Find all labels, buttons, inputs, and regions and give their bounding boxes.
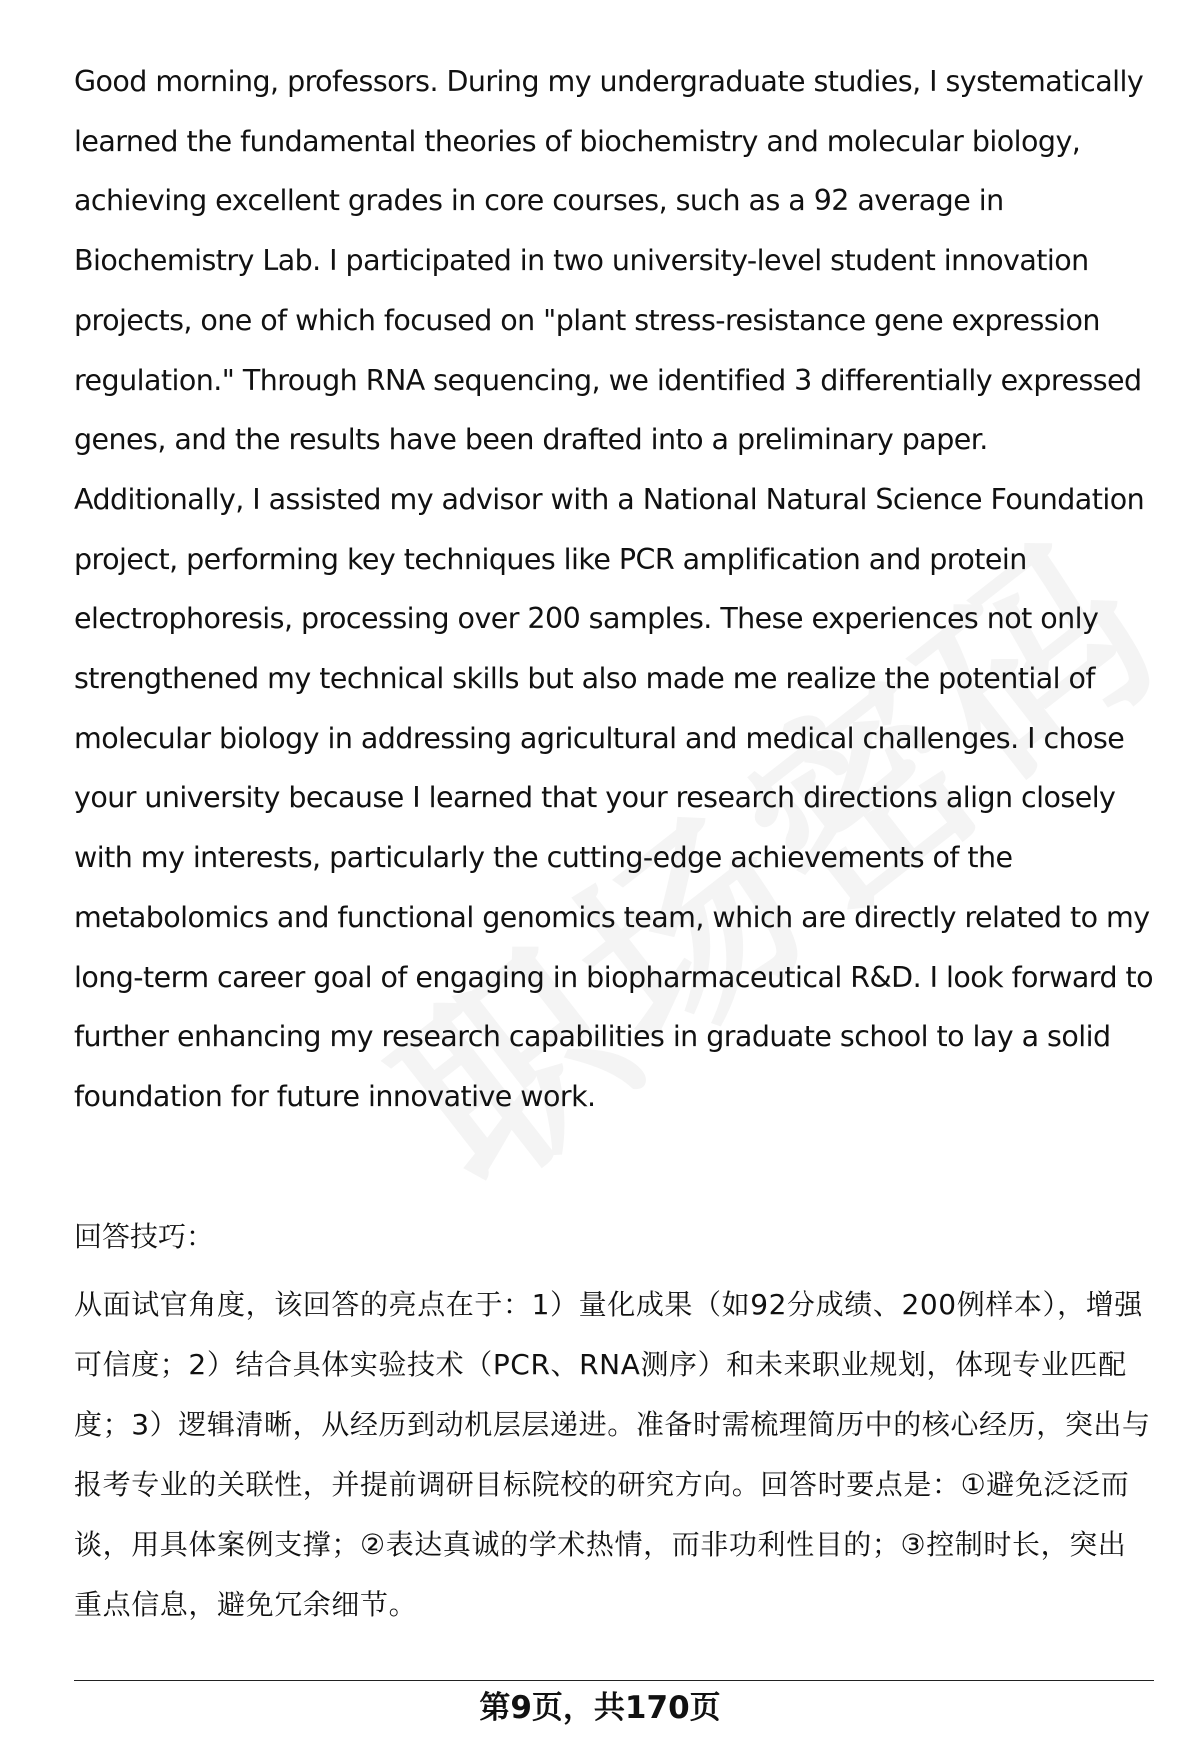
tips-paragraph: 从面试官角度，该回答的亮点在于：1）量化成果（如92分成绩、200例样本），增强可信度；2）结合具体实验技术（PCR、RNA测序）和未来职业规划，体现专业匹配度；3）逻辑清晰，从经历到动机层层递进。准备时需梳理简历中的核心经历，突出与报考专业的关联性，并提前调研目标院校的研究方向。回答时要点是：①避免泛泛而谈，用具体案例支撑；②表达真诚的学术热情，而非功利性目的；③控制时长，突出重点信息，避免冗余细节。 (74, 1288, 1151, 1621)
tips-heading: 回答技巧： (74, 1220, 215, 1253)
answer-paragraph: Good morning, professors. During my undergraduate studies, I systematically learned the fundamental theories of biochemistry and molecular biology, achieving excellent grades in core courses, such as a 92 average in Biochemistry Lab. I participated in two university-level student innovation projects, one of which focused on "plant stress-resistance gene expression regulation." Through RNA sequencing, we identified 3 differentially expressed genes, and the results have been drafted into a preliminary paper. Additionally, I assisted my advisor with a National Natural Science Foundation project, performing key techniques like PCR amplification and protein electrophoresis, processing over 200 samples. These experiences not only strengthened my technical skills but also made me realize the potential of molecular biology in addressing agricultural and medical challenges. I chose your university because I learned that your research directions align closely with my interests, particularly the cutting-edge achievements of the metabolomics and functional genomics team, which are directly related to my long-term career goal of engaging in biopharmaceutical R&D. I look forward to further enhancing my research capabilities in graduate school to lay a solid foundation for future innovative work. (74, 65, 1154, 1113)
page-number: 第9页，共170页 (479, 1690, 721, 1726)
footer-divider (74, 1680, 1154, 1681)
